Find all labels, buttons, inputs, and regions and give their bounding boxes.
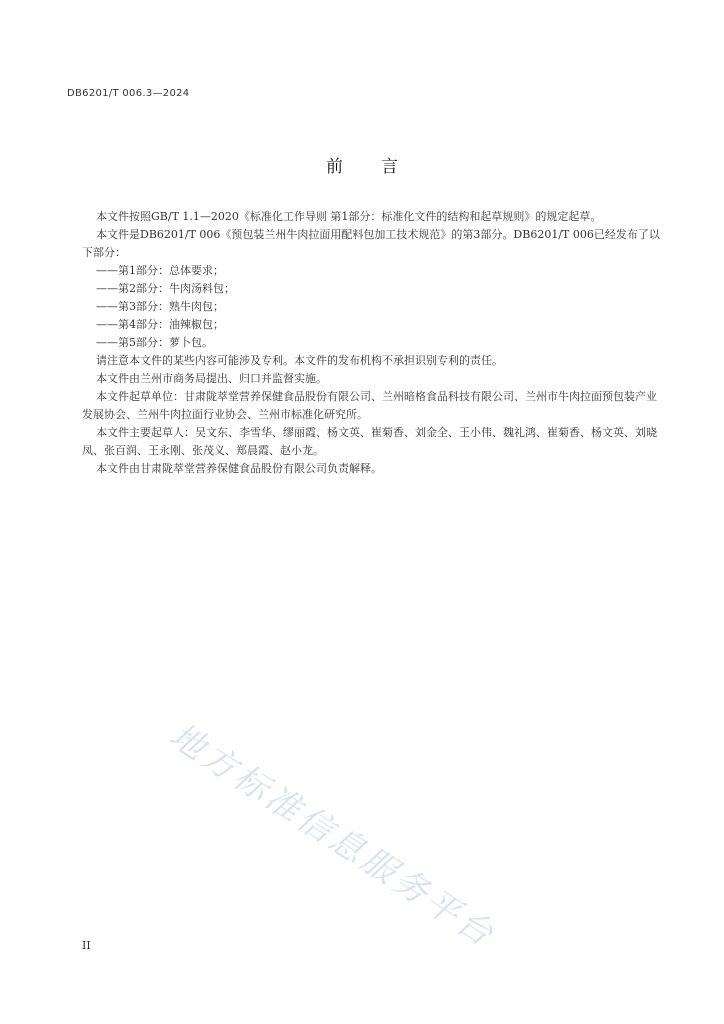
page-number: II (82, 939, 91, 952)
paragraph-drafting-rule: 本文件按照GB/T 1.1—2020《标准化工作导则 第1部分：标准化文件的结构和起草规则》的规定起草。 (96, 210, 602, 223)
paragraph-patent-notice: 请注意本文件的某些内容可能涉及专利。本文件的发布机构不承担识别专利的责任。 (96, 354, 503, 367)
paragraph-series-intro: 本文件是DB6201/T 006《预包装兰州牛肉拉面用配料包加工技术规范》的第3部分。DB6201/T 006已经发布了以下部分： (82, 228, 660, 259)
list-item-part-1: ——第1部分：总体要求； (96, 264, 224, 277)
standard-code: DB6201/T 006.3—2024 (67, 88, 190, 99)
list-item-part-2: ——第2部分：牛肉汤料包； (96, 282, 235, 295)
page-title: 前言 (326, 157, 436, 177)
list-item-part-3: ——第3部分：熟牛肉包； (96, 300, 224, 313)
paragraph-proposer: 本文件由兰州市商务局提出、归口并监督实施。 (96, 372, 327, 385)
paragraph-interpretation: 本文件由甘肃陇萃堂营养保健食品股份有限公司负责解释。 (96, 462, 382, 475)
list-item-part-4: ——第4部分：油辣椒包； (96, 318, 224, 331)
paragraph-drafting-units: 本文件起草单位：甘肃陇萃堂营养保健食品股份有限公司、兰州暗格食品科技有限公司、兰州市牛肉拉面预包装产业发展协会、兰州牛肉拉面行业协会、兰州市标准化研究所。 (82, 390, 657, 421)
paragraph-drafters: 本文件主要起草人：吴文东、李雪华、缪丽霞、杨文英、崔菊香、刘金全、王小伟、魏礼鸿、崔菊香、杨文英、刘晓凤、张百润、王永刚、张茂义、郑晨霞、赵小龙。 (82, 426, 657, 457)
list-item-part-5: ——第5部分：萝卜包。 (96, 336, 213, 349)
foreword-body (82, 208, 662, 478)
watermark: 地方标准信息服务平台 (162, 715, 503, 957)
